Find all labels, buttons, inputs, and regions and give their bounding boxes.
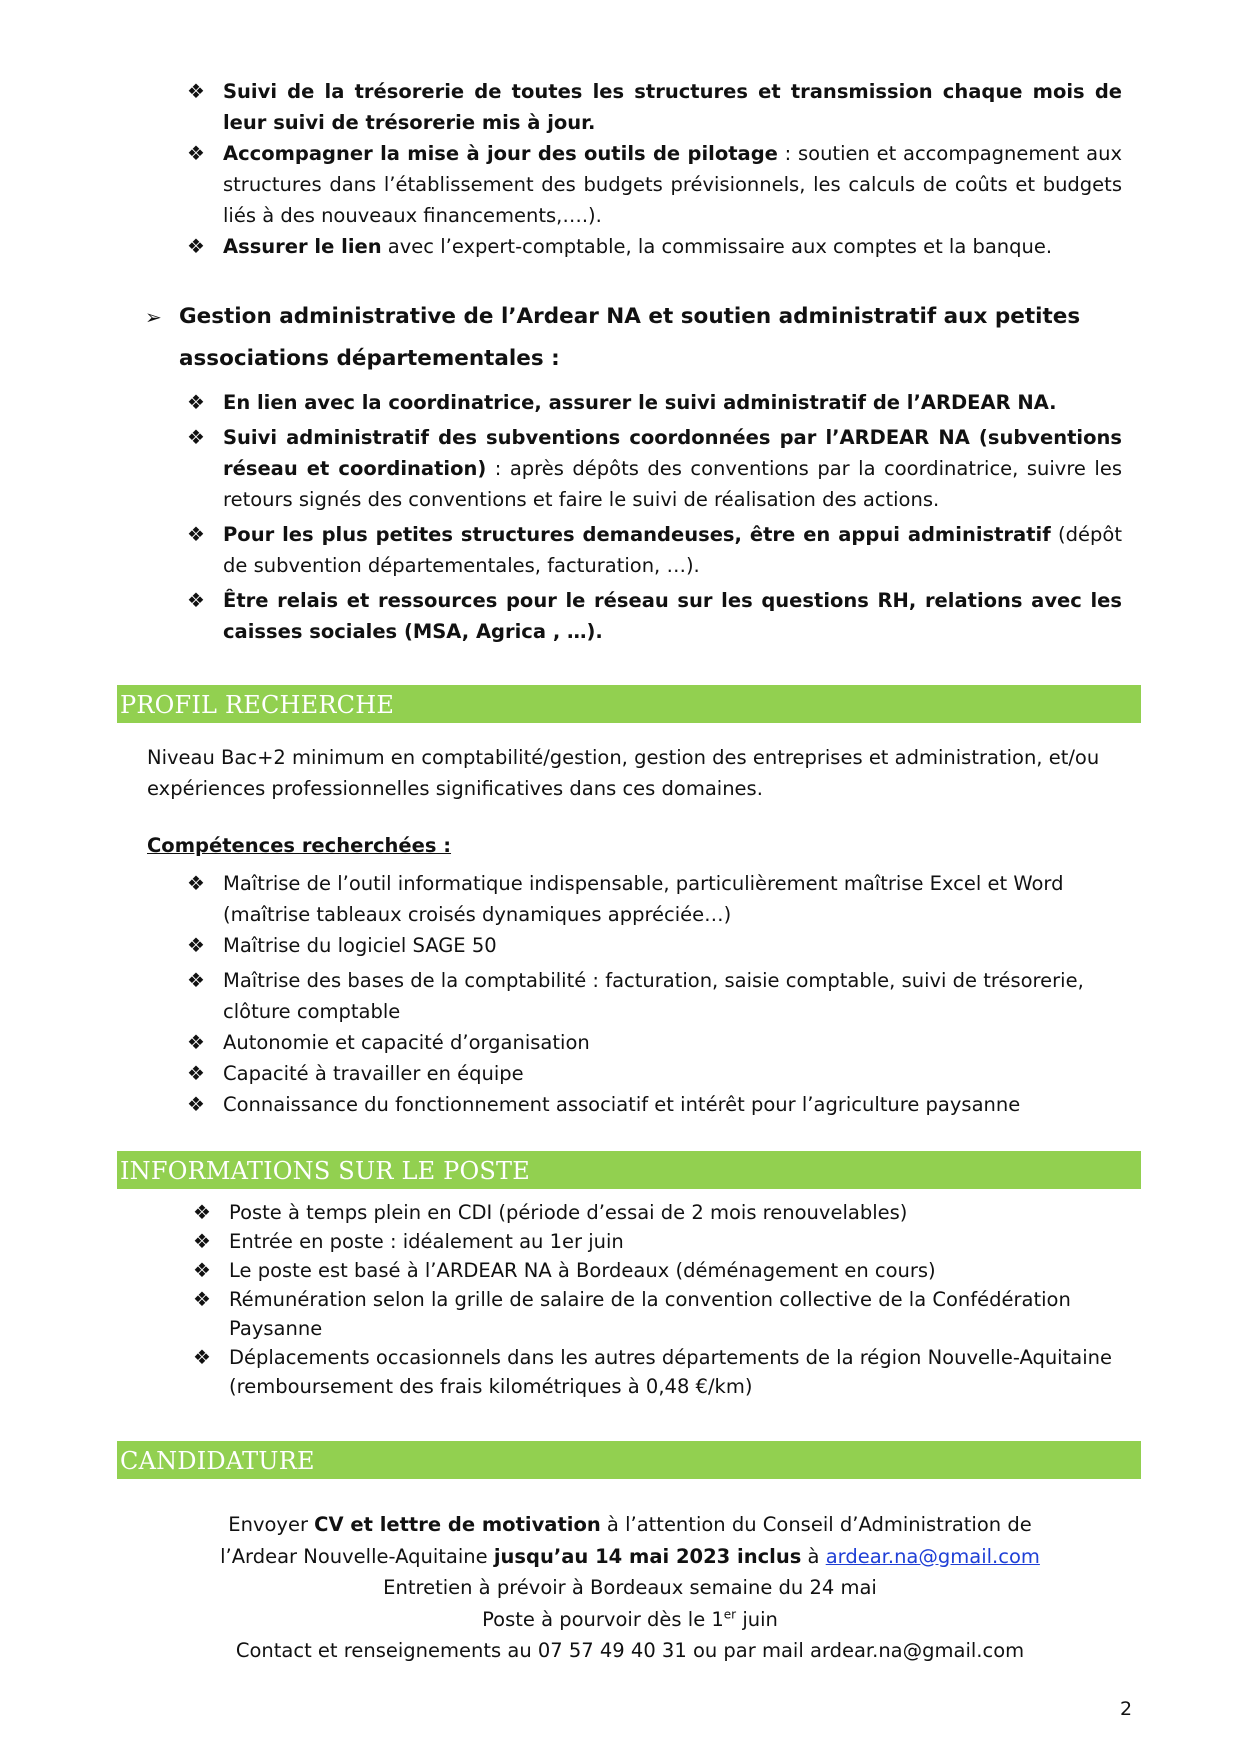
diamond-bullet-icon: ❖ <box>187 1061 205 1085</box>
profil-paragraph: Niveau Bac+2 minimum en comptabilité/gestion, gestion des entreprises et administration, et/ou expériences professionnelles significatives dans ces domaines. <box>147 746 1100 800</box>
diamond-bullet-icon: ❖ <box>193 1200 211 1224</box>
list-item: ❖ Rémunération selon la grille de salaire de la convention collective de la Confédération Paysanne <box>193 1287 1071 1340</box>
infos-section-title: INFORMATIONS SUR LE POSTE <box>117 1151 1141 1189</box>
diamond-bullet-icon: ❖ <box>187 79 205 103</box>
competences-title: Compétences recherchées : <box>147 834 452 857</box>
list-item: ❖ Maîtrise des bases de la comptabilité : facturation, saisie comptable, suivi de trésorerie, clôture comptable <box>187 965 1122 1027</box>
diamond-bullet-icon: ❖ <box>193 1258 211 1282</box>
diamond-bullet-icon: ❖ <box>187 522 205 546</box>
list-item: ❖ Le poste est basé à l’ARDEAR NA à Bordeaux (déménagement en cours) <box>193 1256 1113 1285</box>
tresorerie-list <box>187 76 1122 262</box>
list-item: ❖ En lien avec la coordinatrice, assurer le suivi administratif de l’ARDEAR NA. <box>187 387 1122 418</box>
diamond-bullet-icon: ❖ <box>193 1229 211 1253</box>
list-item: ❖ Déplacements occasionnels dans les autres départements de la région Nouvelle-Aquitaine (remboursement des frais kilométriques à 0,48 €/km) <box>193 1345 1112 1398</box>
arrow-bullet-icon: ➢ <box>145 305 162 329</box>
candidature-line-5: Contact et renseignements au 07 57 49 40 31 ou par mail ardear.na@gmail.com <box>235 1639 1025 1662</box>
candidature-line-3: Entretien à prévoir à Bordeaux semaine du 24 mai <box>383 1576 877 1599</box>
list-item: ❖ Autonomie et capacité d’organisation <box>187 1027 1122 1058</box>
diamond-bullet-icon: ❖ <box>187 1030 205 1054</box>
diamond-bullet-icon: ❖ <box>187 871 205 895</box>
list-item: ❖ Accompagner la mise à jour des outils de pilotage : soutien et accompagnement aux structures dans l’établissement des budgets prévisionnels, les calculs de coûts et budgets liés à des nouveaux financements,….). <box>187 138 1122 231</box>
diamond-bullet-icon: ❖ <box>187 1092 205 1116</box>
candidature-line-2: l’Ardear Nouvelle-Aquitaine jusqu’au 14 mai 2023 inclus à ardear.na@gmail.com <box>220 1544 1040 1568</box>
list-item: ❖ Entrée en poste : idéalement au 1er juin <box>193 1227 1113 1256</box>
candidature-line-4: Poste à pourvoir dès le 1er juin <box>482 1607 778 1631</box>
email-link[interactable]: ardear.na@gmail.com <box>825 1544 1040 1568</box>
diamond-bullet-icon: ❖ <box>193 1287 211 1311</box>
diamond-bullet-icon: ❖ <box>187 390 205 414</box>
gestion-heading: ➢ Gestion administrative de l’Ardear NA et soutien administratif aux petites associations départementales : <box>145 296 1122 380</box>
list-item: ❖ Être relais et ressources pour le réseau sur les questions RH, relations avec les caisses sociales (MSA, Agrica , …). <box>187 585 1122 647</box>
list-item: ❖ Assurer le lien avec l’expert-comptable, la commissaire aux comptes et la banque. <box>187 231 1122 262</box>
list-item: ❖ Connaissance du fonctionnement associatif et intérêt pour l’agriculture paysanne <box>187 1089 1122 1120</box>
diamond-bullet-icon: ❖ <box>187 968 205 992</box>
diamond-bullet-icon: ❖ <box>187 425 205 449</box>
diamond-bullet-icon: ❖ <box>187 588 205 612</box>
diamond-bullet-icon: ❖ <box>187 234 205 258</box>
list-item: ❖ Maîtrise du logiciel SAGE 50 <box>187 930 1122 961</box>
diamond-bullet-icon: ❖ <box>187 933 205 957</box>
list-item: ❖ Suivi administratif des subventions coordonnées par l’ARDEAR NA (subventions réseau et coordination) : après dépôts des conventions par la coordinatrice, suivre les retours signés des conventions et faire le suivi de réalisation des actions. <box>187 422 1122 515</box>
list-item: ❖ Suivi de la trésorerie de toutes les structures et transmission chaque mois de leur suivi de trésorerie mis à jour. <box>187 76 1122 138</box>
list-item: ❖ Poste à temps plein en CDI (période d’essai de 2 mois renouvelables) <box>193 1198 1113 1227</box>
diamond-bullet-icon: ❖ <box>187 141 205 165</box>
candidature-text <box>150 1509 1110 1667</box>
list-item: ❖ Maîtrise de l’outil informatique indispensable, particulièrement maîtrise Excel et Word (maîtrise tableaux croisés dynamiques appréciée…) <box>187 868 1122 930</box>
candidature-line-1: Envoyer CV et lettre de motivation à l’attention du Conseil d’Administration de <box>228 1513 1032 1536</box>
infos-list <box>193 1198 1113 1401</box>
page-number: 2 <box>1120 1698 1133 1720</box>
candidature-section-title: CANDIDATURE <box>117 1441 1141 1479</box>
profil-section-title: PROFIL RECHERCHE <box>117 685 1141 723</box>
competences-list <box>187 868 1122 1120</box>
list-item: ❖ Capacité à travailler en équipe <box>187 1058 1122 1089</box>
diamond-bullet-icon: ❖ <box>193 1345 211 1369</box>
list-item: ❖ Pour les plus petites structures demandeuses, être en appui administratif (dépôt de subvention départementales, facturation, …). <box>187 519 1122 581</box>
gestion-list <box>187 387 1122 651</box>
